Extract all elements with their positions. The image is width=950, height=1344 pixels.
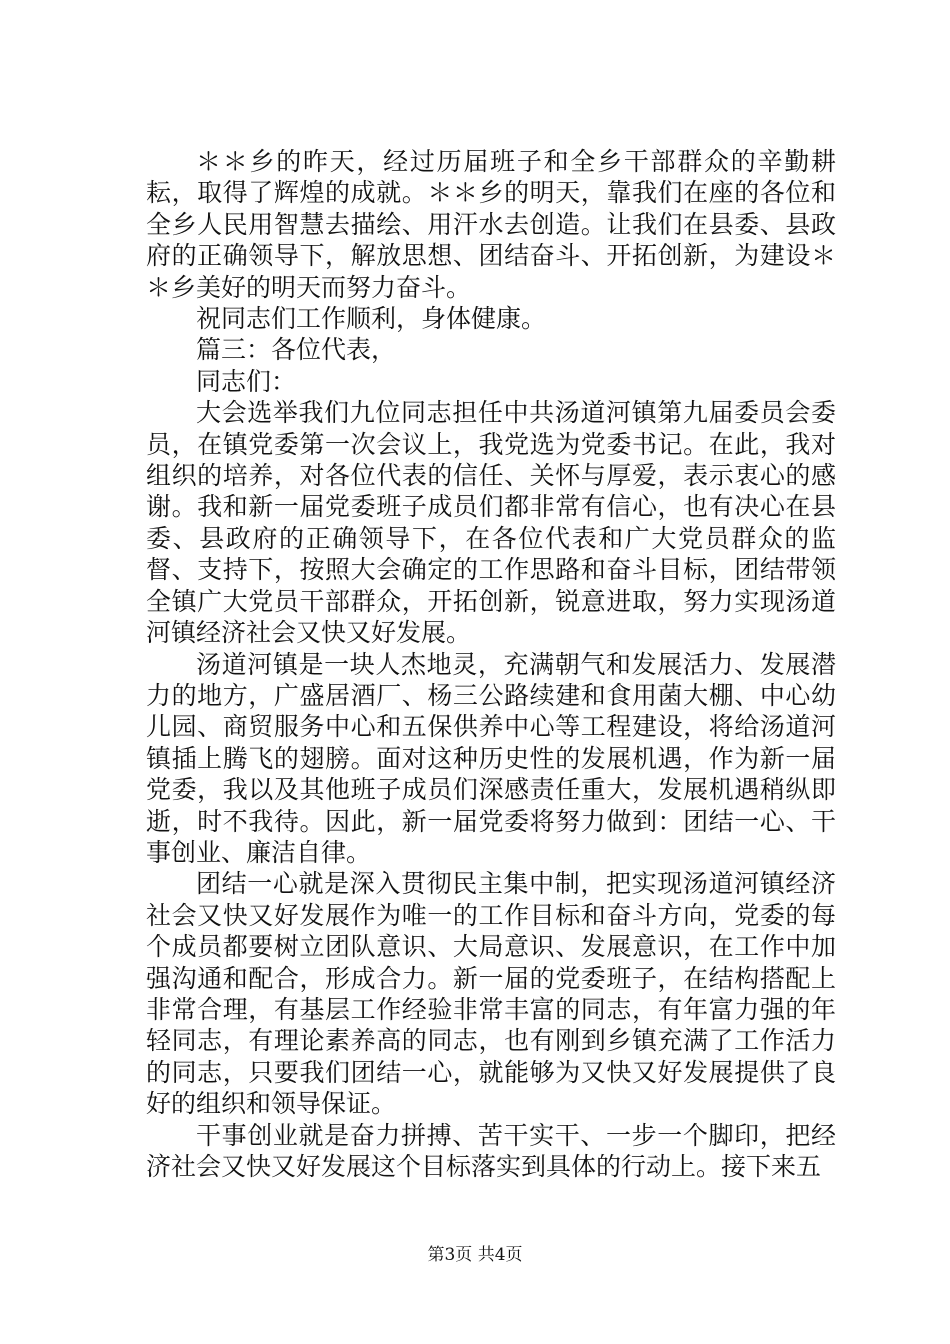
page-number-footer: 第3页 共4页 — [427, 1245, 523, 1265]
paragraph-town-opportunity: 汤道河镇是一块人杰地灵，充满朝气和发展活力、发展潜力的地方，广盛居酒厂、杨三公路续建和食用菌大棚、中心幼儿园、商贸服务中心和五保供养中心等工程建设，将给汤道河镇插上腾飞的翅膀。面对这种历史性的发展机遇，作为新一届党委，我以及其他班子成员们深感责任重大，发展机遇稍纵即逝，时不我待。因此，新一届党委将努力做到：团结一心、干事创业、廉洁自律。 — [146, 649, 836, 867]
paragraph-village-future: ＊＊乡的昨天，经过历届班子和全乡干部群众的辛勤耕耘，取得了辉煌的成就。＊＊乡的明天，靠我们在座的各位和全乡人民用智慧去描绘、用汗水去创造。让我们在县委、县政府的正确领导下，解放思想、团结奋斗、开拓创新，为建设＊＊乡美好的明天而努力奋斗。 — [146, 147, 836, 302]
paragraph-wishes: 祝同志们工作顺利，身体健康。 — [196, 304, 547, 334]
document-body — [146, 146, 836, 1182]
paragraph-election-thanks: 大会选举我们九位同志担任中共汤道河镇第九届委员会委员，在镇党委第一次会议上，我党选为党委书记。在此，我对组织的培养，对各位代表的信任、关怀与厚爱，表示衷心的感谢。我和新一届党委班子成员们都非常有信心，也有决心在县委、县政府的正确领导下，在各位代表和广大党员群众的监督、支持下，按照大会确定的工作思路和奋斗目标，团结带领全镇广大党员干部群众，开拓创新，锐意进取，努力实现汤道河镇经济社会又快又好发展。 — [146, 398, 836, 648]
paragraph-unity: 团结一心就是深入贯彻民主集中制，把实现汤道河镇经济社会又快又好发展作为唯一的工作目标和奋斗方向，党委的每个成员都要树立团队意识、大局意识、发展意识，在工作中加强沟通和配合，形成合力。新一届的党委班子，在结构搭配上非常合理，有基层工作经验非常丰富的同志，有年富力强的年轻同志，有理论素养高的同志，也有刚到乡镇充满了工作活力的同志，只要我们团结一心，就能够为又快又好发展提供了良好的组织和领导保证。 — [146, 869, 836, 1119]
paragraph-part-three-heading: 篇三：各位代表， — [196, 335, 397, 365]
paragraph-salutation: 同志们： — [196, 366, 297, 396]
paragraph-entrepreneurship: 干事创业就是奋力拼搏、苦干实干、一步一个脚印，把经济社会又快又好发展这个目标落实到具体的行动上。接下来五 — [146, 1120, 836, 1181]
